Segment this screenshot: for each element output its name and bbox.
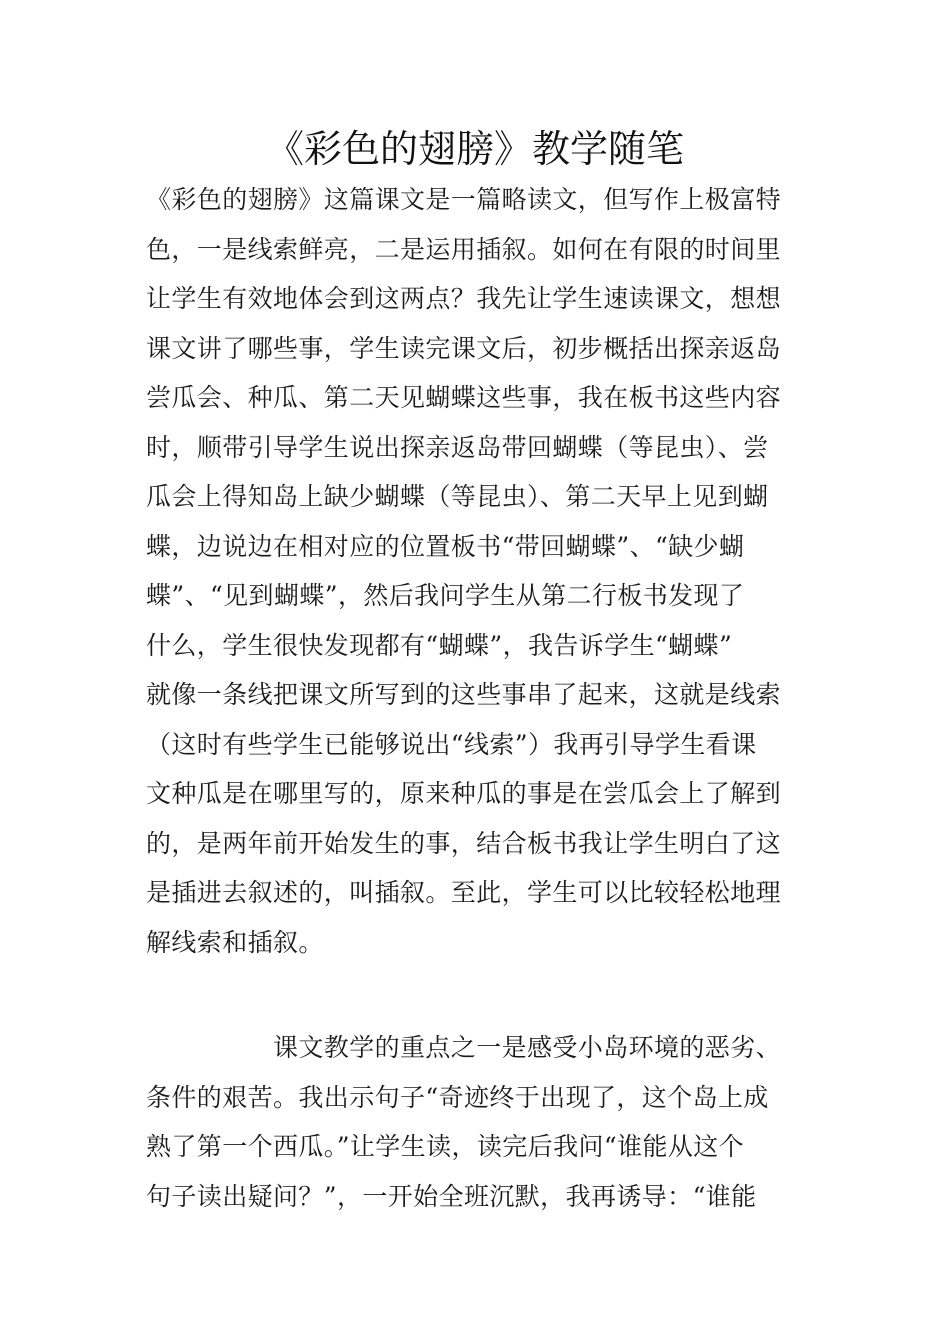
- paragraph-line: 尝瓜会、种瓜、第二天见蝴蝶这些事，我在板书这些内容: [146, 383, 782, 412]
- document-title: 《彩色的翅膀》教学随笔: [265, 127, 684, 171]
- paragraph-line: （这时有些学生已能够说出“线索”）我再引导学生看课: [146, 729, 757, 759]
- paragraph-line: 条件的艰苦。我出示句子“奇迹终于出现了，这个岛上成: [146, 1082, 769, 1112]
- paragraph-line: 蝶，边说边在相对应的位置板书“带回蝴蝶”、“缺少蝴: [146, 531, 745, 561]
- paragraph-line: 蝶”、“见到蝴蝶”，然后我问学生从第二行板书发现了: [146, 581, 745, 610]
- paragraph-line: 课文教学的重点之一是感受小岛环境的恶劣、: [146, 1033, 782, 1062]
- paragraph-line: 的，是两年前开始发生的事，结合板书我让学生明白了这: [146, 828, 782, 858]
- paragraph-line: 熟了第一个西瓜。”让学生读，读完后我问“谁能从这个: [146, 1132, 745, 1161]
- paragraph-line: 时，顺带引导学生说出探亲返岛带回蝴蝶（等昆虫）、尝: [146, 432, 769, 462]
- paragraph-line: 文种瓜是在哪里写的，原来种瓜的事是在尝瓜会上了解到: [146, 779, 782, 808]
- paragraph-line: 色，一是线索鲜亮，二是运用插叙。如何在有限的时间里: [146, 234, 782, 264]
- paragraph-line: 什么，学生很快发现都有“蝴蝶”，我告诉学生“蝴蝶”: [146, 630, 733, 660]
- paragraph-line: 是插进去叙述的，叫插叙。至此，学生可以比较轻松地理: [146, 878, 782, 907]
- paragraph-line: 课文讲了哪些事，学生读完课文后，初步概括出探亲返岛: [146, 333, 782, 363]
- paragraph-line: 瓜会上得知岛上缺少蝴蝶（等昆虫）、第二天早上见到蝴: [146, 482, 769, 511]
- paragraph-line: 解线索和插叙。: [146, 927, 324, 957]
- paragraph-1: [146, 175, 806, 967]
- paragraph-line: 就像一条线把课文所写到的这些事串了起来，这就是线索: [146, 680, 782, 709]
- paragraph-line: 句子读出疑问？”，一开始全班沉默，我再诱导：“谁能: [146, 1181, 757, 1211]
- paragraph-line: 《彩色的翅膀》这篇课文是一篇略读文，但写作上极富特: [146, 185, 782, 214]
- paragraph-line: 让学生有效地体会到这两点？我先让学生速读课文，想想: [146, 284, 782, 313]
- paragraph-2: [146, 1023, 806, 1221]
